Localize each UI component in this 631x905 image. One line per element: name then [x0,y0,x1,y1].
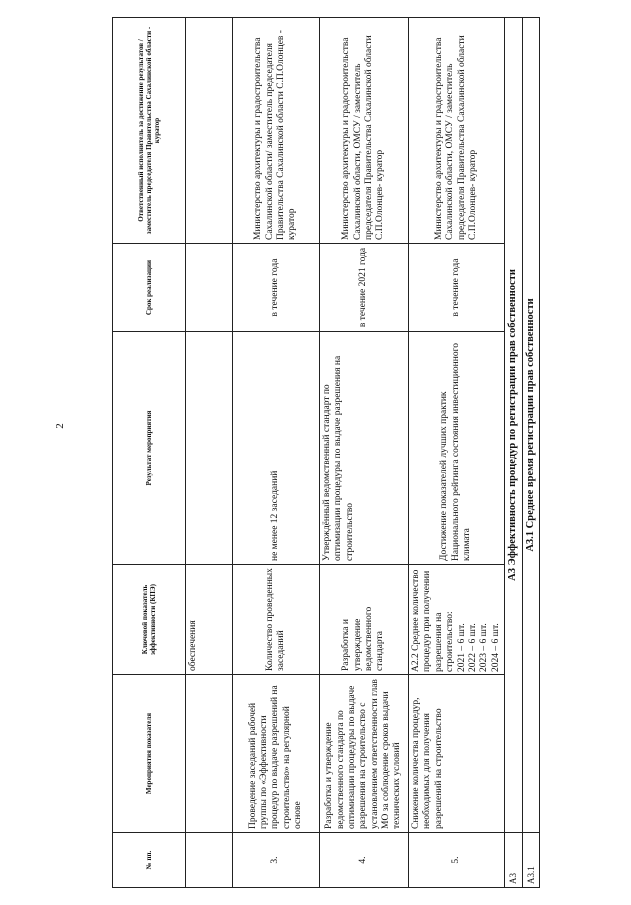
row-event: Снижение количества процедур, необходимых для получения разрешений на строительство [409,675,505,833]
header-row [113,18,186,888]
row-kpi: Количество проведенных заседаний [233,565,320,675]
row-result: не менее 12 заседаний [233,332,320,565]
document-table-rotated [112,18,536,888]
section-code: А3 [505,833,523,888]
kpi-year-value: 2023 – 6 шт. [479,623,490,672]
section-title: А3 Эффективность процедур по регистрации прав собственности [505,18,523,833]
kpi-year-value: 2022 – 6 шт. [467,623,478,672]
row-kpi: А2.2 Среднее количество процедур при получении разрешения на строительство: [411,569,456,672]
measures-table [112,17,540,888]
header-result: Результат мероприятия [113,332,186,565]
section-title: А3.1 Среднее время регистрации прав собственности [522,18,540,833]
row-term: в течение года [409,244,505,332]
header-kpi: Ключевой показатель эффективности (КПЭ) [113,565,186,675]
table-row [320,18,409,888]
row-term: в течение 2021 года [320,244,409,332]
table-row [233,18,320,888]
continuation-row [186,18,233,888]
row-num: 3. [233,833,320,888]
row-kpi: Разработка и утверждение ведомственного стандарта [320,565,409,675]
row-result: Утверждённый ведомственный стандарт по оптимизации процедуры по выдаче разрешения на строительство [320,332,409,565]
page-number: 2 [54,423,66,429]
kpi-year-value: 2021 – 6 шт. [456,623,467,672]
row-responsible: Министерство архитектуры и градостроительства Сахалинской области/ заместитель председателя Правительства Сахалинской области С.П.Олонцев - куратор [233,18,320,244]
row-responsible: Министерство архитектуры и градостроительства Сахалинской области, ОМСУ / заместитель председателя Правительства Сахалинской области С.П.Олонцев- куратор [409,18,505,244]
header-term: Срок реализации [113,244,186,332]
section-code: А3.1 [522,833,540,888]
row-num: 5. [409,833,505,888]
kpi-year-value: 2024 – 6 шт. [490,623,501,672]
row-num: 4. [320,833,409,888]
table-row [409,18,505,888]
header-responsible: Ответственный исполнитель за достижение результатов / заместитель председателя Правительства Сахалинской области - куратор [113,18,186,244]
row-event: Проведение заседаний рабочей группы по «Эффективности процедур по выдаче разрешений на строительство» на регулярной основе [233,675,320,833]
row-responsible: Министерство архитектуры и градостроительства Сахалинской области, ОМСУ / заместитель председателя Правительства Сахалинской области С.П.Олонцев- куратор [320,18,409,244]
header-event: Мероприятия показателя [113,675,186,833]
row-kpi-cell [409,565,505,675]
header-num: № пп. [113,833,186,888]
section-row [505,18,523,888]
row-result: Достижение показателей лучших практик Национального рейтинга состояния инвестиционного климата [409,332,505,565]
row-event: Разработка и утверждение ведомственного стандарта по оптимизации процедуры по выдаче разрешения на строительство с установлением ответственности глав МО за соблюдение сроков выдачи технических условий [320,675,409,833]
section-row [522,18,540,888]
row-term: в течение года [233,244,320,332]
continuation-kpi: обеспечения [186,565,233,675]
